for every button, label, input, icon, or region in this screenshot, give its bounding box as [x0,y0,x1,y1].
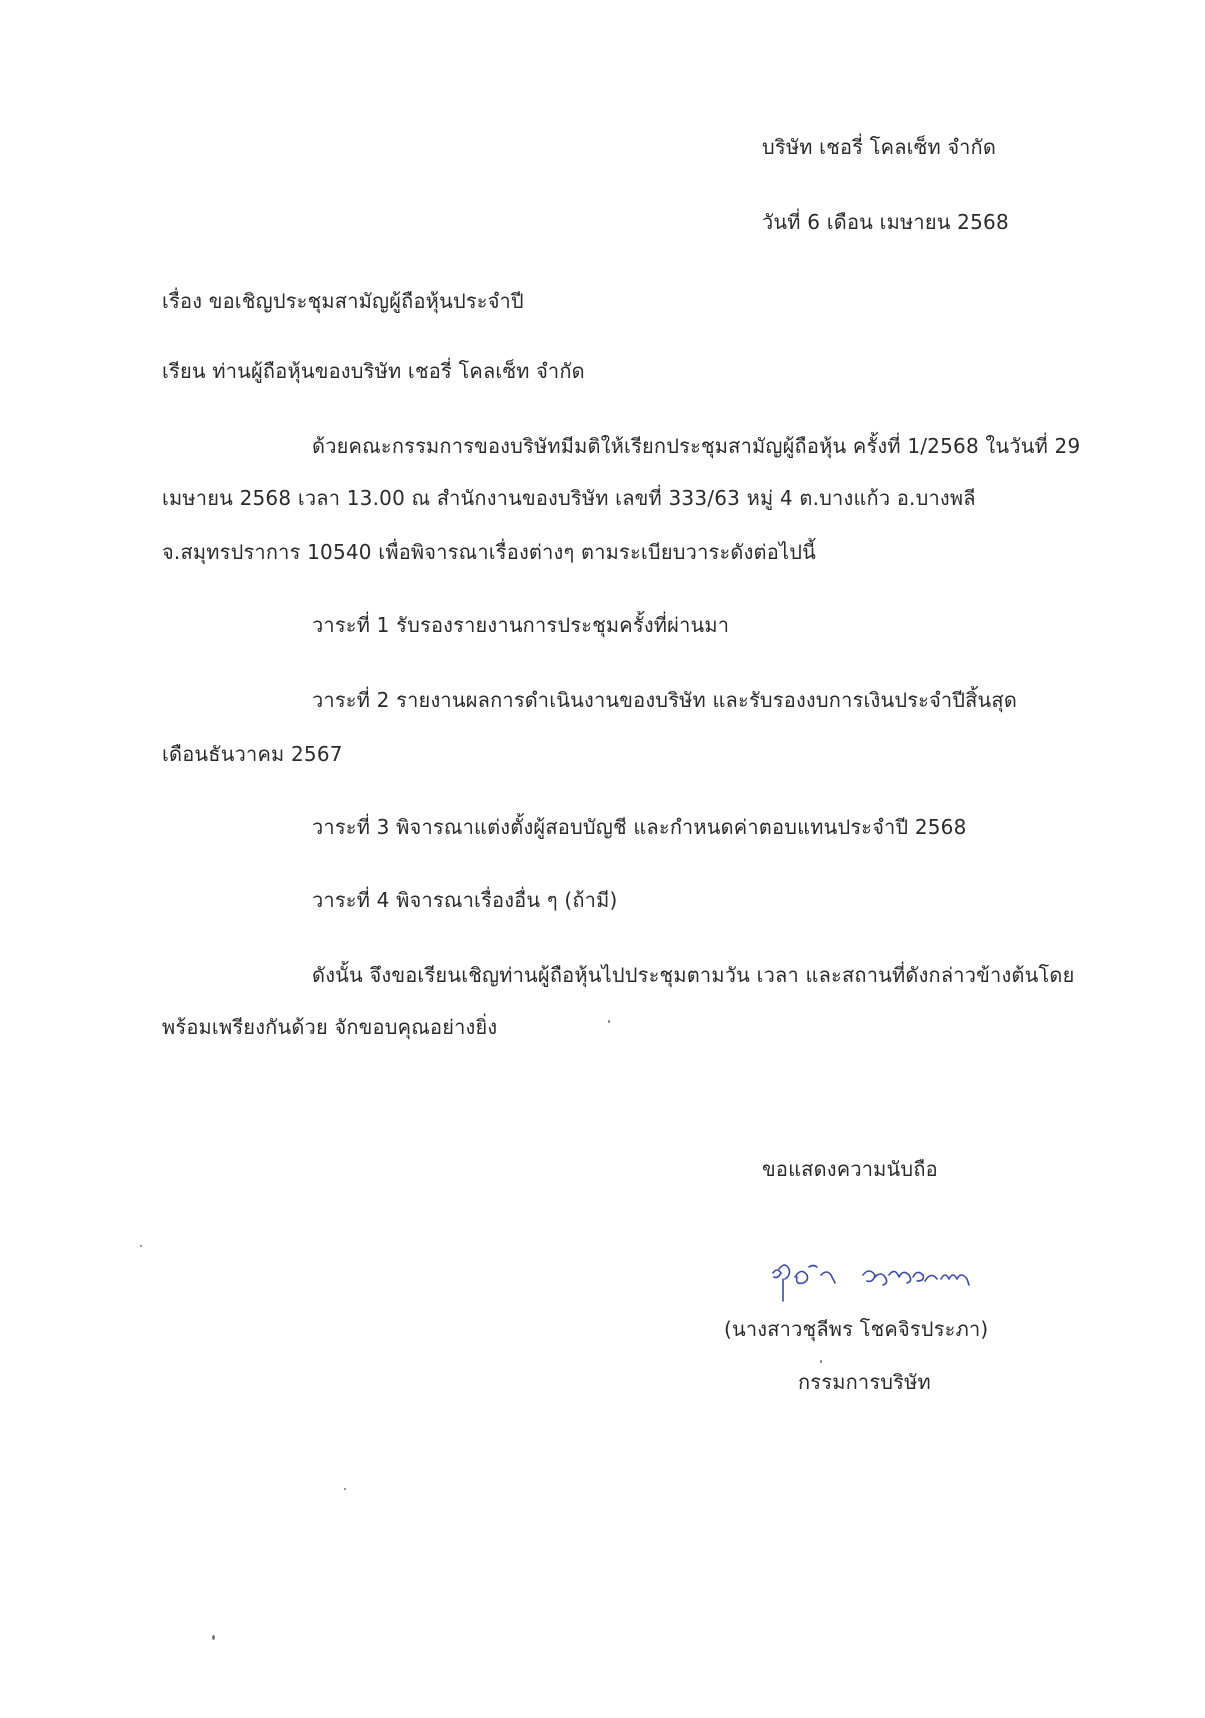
paper-speck [140,1245,142,1247]
paper-speck [820,1360,822,1363]
subject-line: เรื่อง ขอเชิญประชุมสามัญผู้ถือหุ้นประจำปี [162,289,524,313]
addressee-line: เรียน ท่านผู้ถือหุ้นของบริษัท เชอรี่ โคลเซ็ท จำกัด [162,359,585,383]
intro-line-1: ด้วยคณะกรรมการของบริษัทมีมติให้เรียกประชุมสามัญผู้ถือหุ้น ครั้งที่ 1/2568 ในวันที่ 29 [312,434,1081,458]
intro-line-2: เมษายน 2568 เวลา 13.00 ณ สำนักงานของบริษัท เลขที่ 333/63 หมู่ 4 ต.บางแก้ว อ.บางพลี [162,486,976,510]
agenda-item-4: วาระที่ 4 พิจารณาเรื่องอื่น ๆ (ถ้ามี) [312,888,618,912]
handwritten-signature [765,1255,985,1305]
paper-speck [608,1020,610,1023]
signatory-name: (นางสาวชุลีพร โชคจิรประภา) [724,1317,989,1341]
agenda-item-2-cont: เดือนธันวาคม 2567 [162,742,343,766]
intro-line-3: จ.สมุทรปราการ 10540 เพื่อพิจารณาเรื่องต่างๆ ตามระเบียบวาระดังต่อไปนี้ [162,540,816,564]
agenda-item-1: วาระที่ 1 รับรองรายงานการประชุมครั้งที่ผ่านมา [312,613,730,637]
closing-line-2: พร้อมเพรียงกันด้วย จักขอบคุณอย่างยิ่ง [162,1015,498,1039]
agenda-item-2: วาระที่ 2 รายงานผลการดำเนินงานของบริษัท และรับรองงบการเงินประจำปีสิ้นสุด [312,688,1018,712]
agenda-item-3: วาระที่ 3 พิจารณาแต่งตั้งผู้สอบบัญชี และกำหนดค่าตอบแทนประจำปี 2568 [312,815,967,839]
paper-speck [212,1635,215,1640]
paper-speck [344,1488,346,1490]
company-name: บริษัท เชอรี่ โคลเซ็ท จำกัด [762,135,997,159]
signatory-title: กรรมการบริษัท [798,1370,931,1394]
letter-date: วันที่ 6 เดือน เมษายน 2568 [762,210,1009,234]
closing-line-1: ดังนั้น จึงขอเรียนเชิญท่านผู้ถือหุ้นไปประชุมตามวัน เวลา และสถานที่ดังกล่าวข้างต้นโดย [312,963,1075,987]
regards-line: ขอแสดงความนับถือ [762,1157,938,1181]
